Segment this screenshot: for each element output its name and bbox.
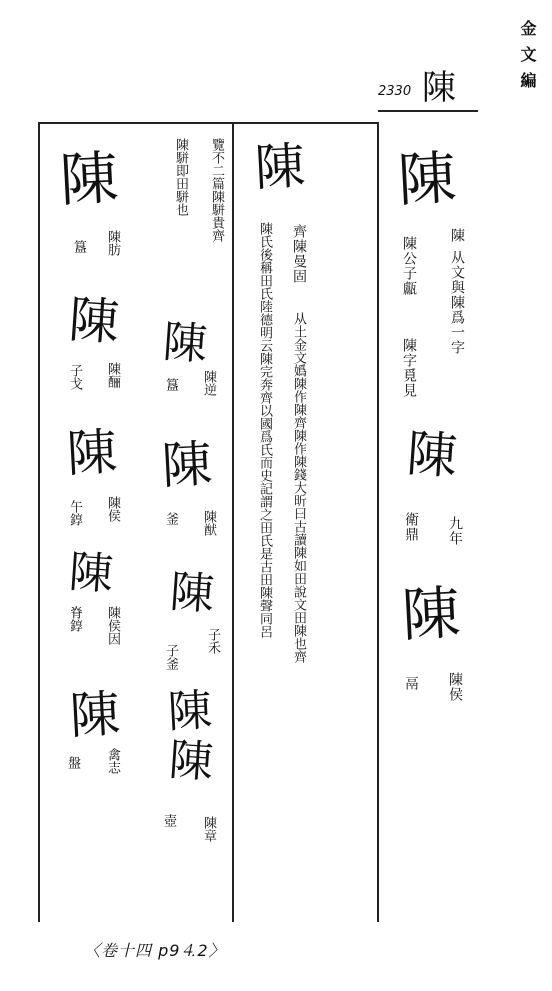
left-glyph-5: 陳 xyxy=(68,684,122,746)
middle-glyph-1: 陳 xyxy=(161,316,209,371)
frame-top-rule xyxy=(38,122,378,124)
frame-right-rule xyxy=(377,122,379,922)
left-glyph-1: 陳 xyxy=(58,143,120,215)
middle-top-glyph: 陳 xyxy=(253,136,307,198)
frame-divider-rule xyxy=(232,122,234,922)
commentary-line-3: 陳氏後稱田氏陸德明云陳完奔齊以國爲氏而史記謂之田氏是古田陳聲同呂 xyxy=(257,222,272,638)
middle-source-4: 壺 xyxy=(161,814,176,827)
middle-label-4: 陳章 xyxy=(201,816,216,842)
left-source-3: 午錞 xyxy=(67,500,82,526)
middle-label-1: 陳逆 xyxy=(201,370,216,396)
frame-left-rule xyxy=(38,122,40,922)
left-source-2: 子戈 xyxy=(67,364,82,390)
left-source-5: 盤 xyxy=(65,756,80,769)
middle-source-1: 簋 xyxy=(163,378,178,391)
middle-label-2: 陳猷 xyxy=(201,510,216,536)
left-glyph-3: 陳 xyxy=(65,422,119,484)
middle-source-2: 釜 xyxy=(163,512,178,525)
commentary-line-5: 陳駢即田駢也 xyxy=(173,138,188,216)
book-title: 金文編 xyxy=(518,20,537,98)
commentary-line-4: 覽不二篇陳駢貴齊 xyxy=(209,138,224,242)
note-text-weiding: 九年 xyxy=(447,516,463,546)
main-glyph-2: 陳 xyxy=(405,424,459,486)
left-label-1: 陳肪 xyxy=(105,230,120,256)
main-glyph-1: 陳 xyxy=(396,143,458,215)
middle-glyph-4a: 陳 xyxy=(166,684,214,739)
middle-glyph-3: 陳 xyxy=(168,566,216,621)
middle-source-3: 子釜 xyxy=(163,644,178,670)
entry-number: 2330 xyxy=(378,84,412,99)
page-footnote: 〈卷十四 p9⒋2〉 xyxy=(84,941,226,960)
left-label-2: 陳酾 xyxy=(105,362,120,388)
note-text-li: 陳侯 xyxy=(447,672,463,702)
left-source-1: 簋 xyxy=(71,240,86,253)
middle-glyph-4b: 陳 xyxy=(167,734,215,789)
middle-glyph-2: 陳 xyxy=(160,434,214,496)
left-label-4: 陳侯因 xyxy=(105,606,120,645)
commentary-source: 齊陳曼固 xyxy=(291,224,307,284)
note-title-weiding: 衛鼎 xyxy=(403,512,419,542)
note-title-gongzi: 陳公子甗 xyxy=(401,236,417,296)
middle-label-3: 子禾 xyxy=(205,628,220,654)
note-text-gongzi: 陳字覓見 xyxy=(401,338,417,398)
note-text-chen: 从文與陳爲一字 xyxy=(449,250,465,355)
note-title-chen: 陳 xyxy=(449,228,465,243)
left-label-5: 禽志 xyxy=(105,748,120,774)
left-glyph-4: 陳 xyxy=(67,546,115,601)
head-character: 陳 xyxy=(422,68,456,108)
header-underline xyxy=(378,110,478,112)
commentary-line-2: 从土金文嬀陳作陳齊陳作陳錢大昕曰古讀陳如田說文田陳也齊 xyxy=(291,312,306,663)
left-source-4: 脊錞 xyxy=(67,606,82,632)
note-title-li: 鬲 xyxy=(403,676,419,691)
left-glyph-2: 陳 xyxy=(67,290,121,352)
left-label-3: 陳侯 xyxy=(105,496,120,522)
main-glyph-3: 陳 xyxy=(400,578,462,650)
